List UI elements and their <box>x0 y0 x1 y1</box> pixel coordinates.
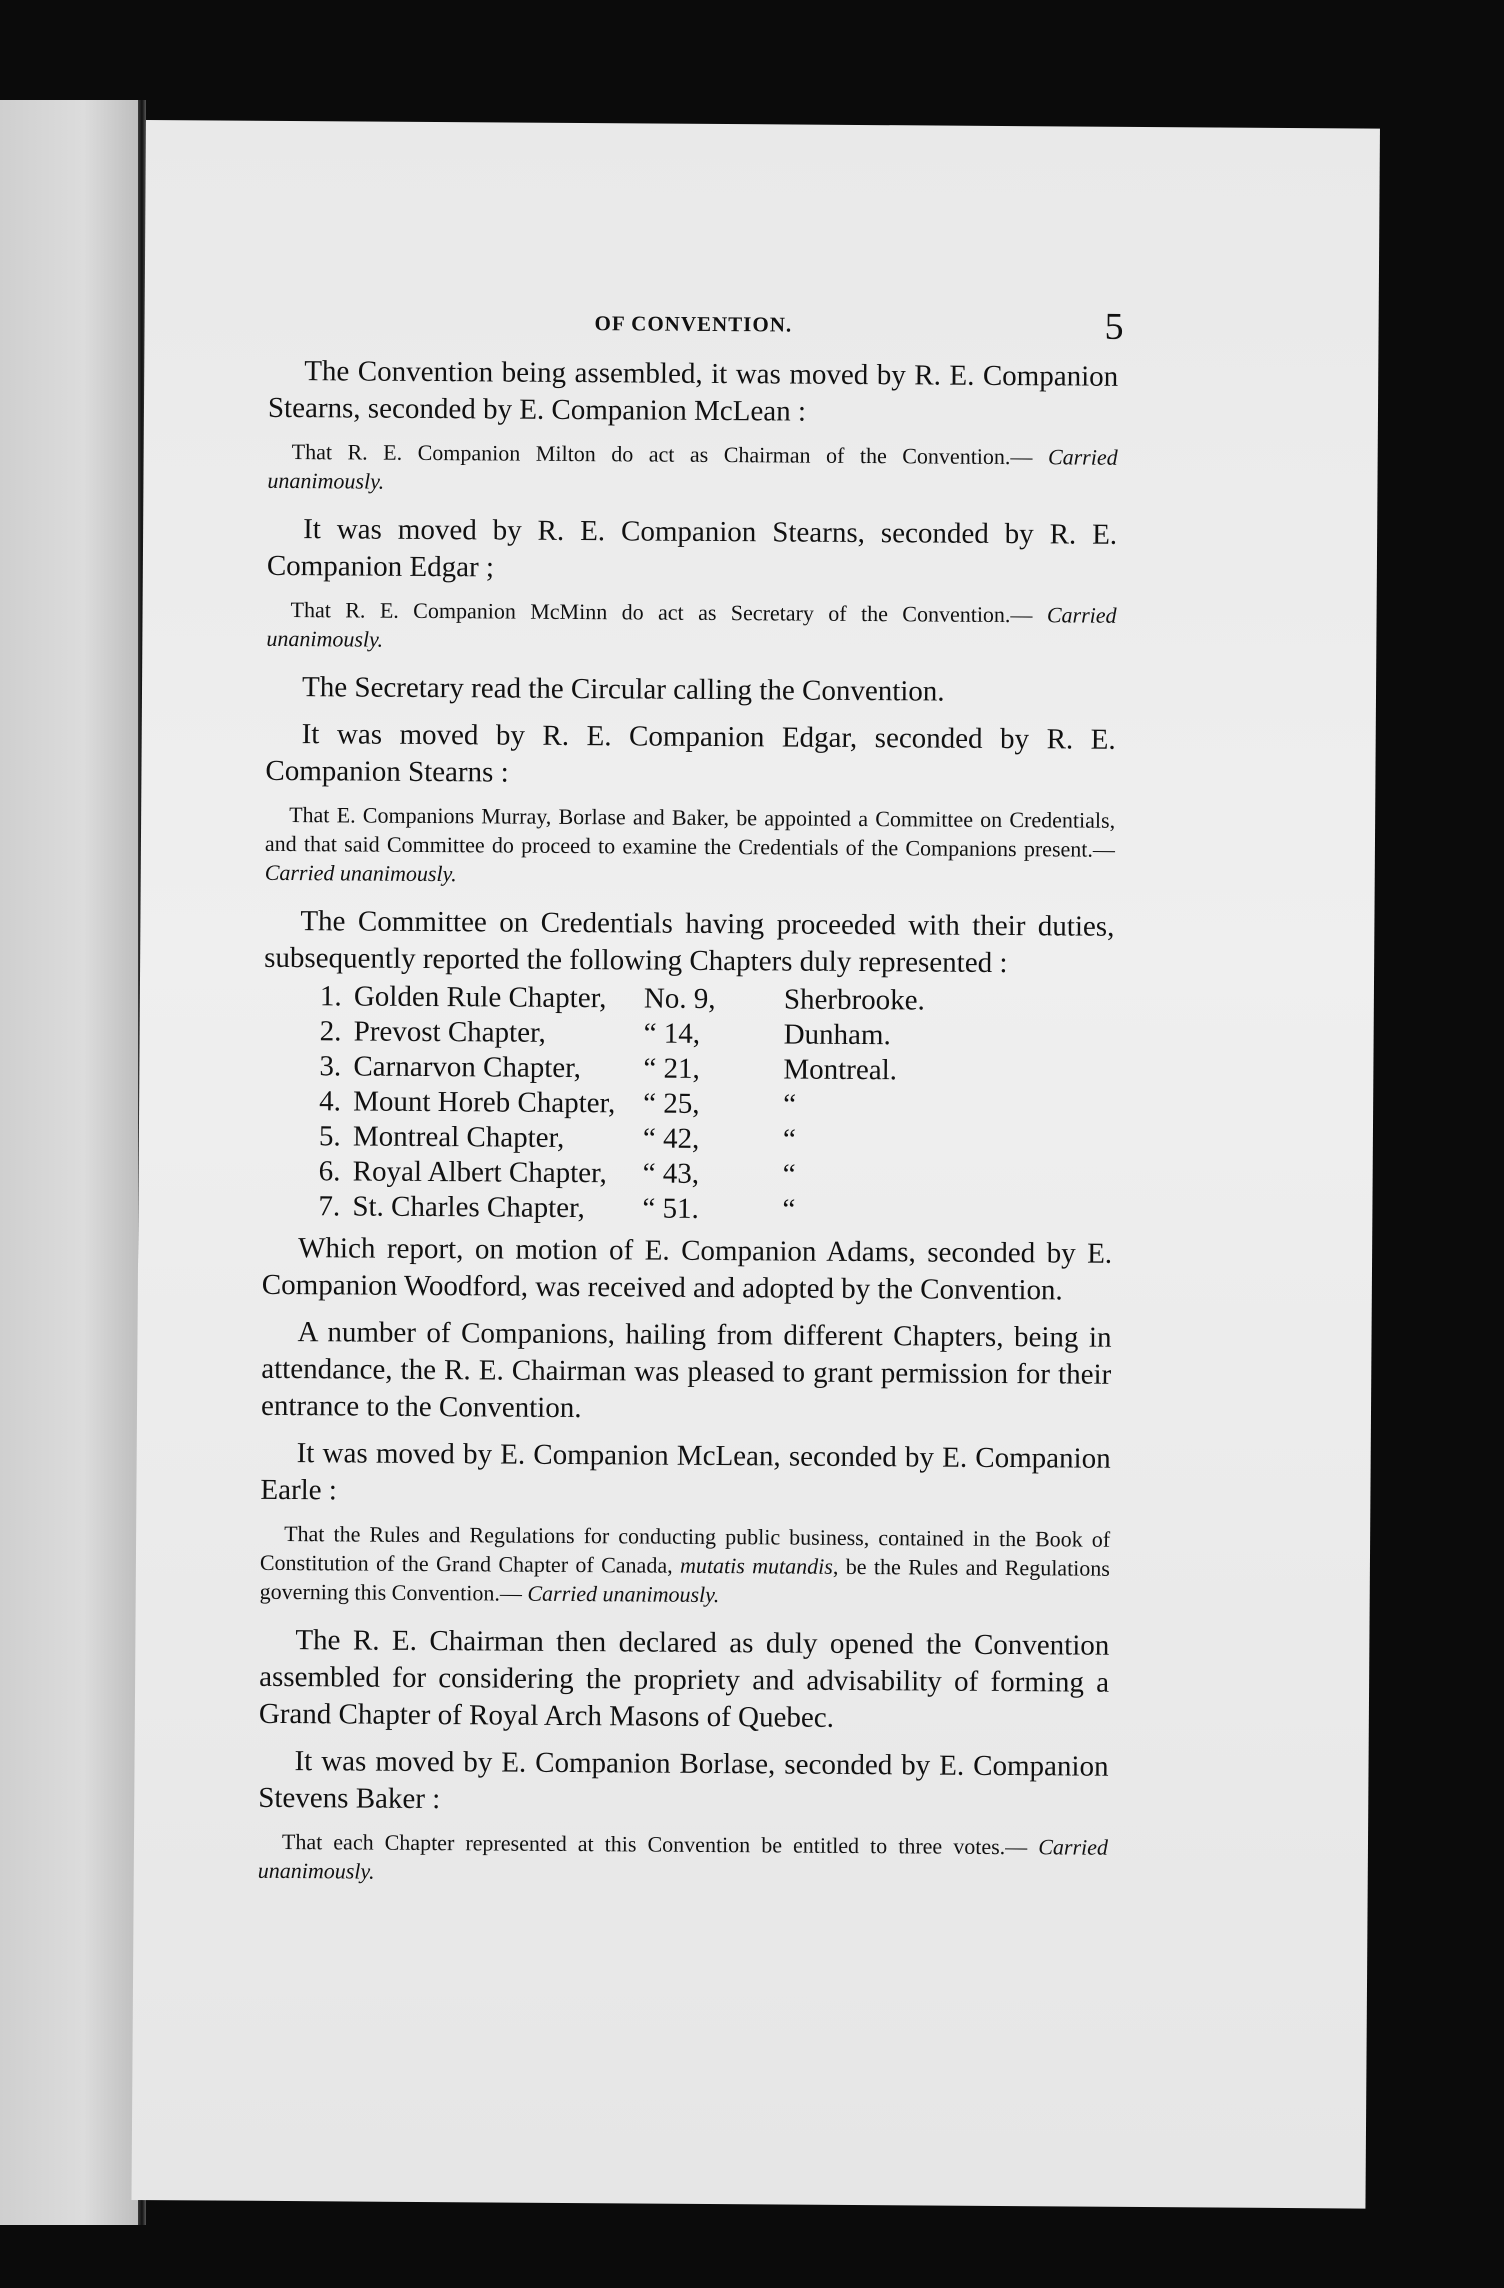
facing-page-edge <box>0 100 140 2225</box>
chapter-row: 5. Montreal Chapter, “ 42, “ <box>318 1120 796 1156</box>
paragraph: Which report, on motion of E. Companion Adams, seconded by E. Companion Woodford, was received and adopted by the Convention. <box>261 1232 1113 1307</box>
page-number: 5 <box>1104 305 1124 348</box>
chapter-row: 7. St. Charles Chapter, “ 51. “ <box>318 1190 796 1226</box>
motion-status: Carried unanimously. <box>266 602 1117 652</box>
chapter-row: 3. Carnarvon Chapter, “ 21, Montreal. <box>319 1050 898 1087</box>
document-page <box>131 120 1379 2209</box>
paragraph: It was moved by E. Companion Borlase, seconded by E. Companion Stevens Baker : <box>258 1745 1109 1816</box>
motion-text: That the Rules and Regulations for conducting public business, contained in the Book of Constitution of the Grand Chapter of Canada, mutatis mutandis, be the Rules and Regulations governing this Convention.— Carried unanimously. <box>259 1520 1111 1608</box>
motion-text: That each Chapter represented at this Convention be entitled to three votes.— Carried unanimously. <box>257 1828 1109 1884</box>
page-body <box>258 353 1119 1907</box>
paragraph: The Convention being assembled, it was moved by R. E. Companion Stearns, seconded by E. Companion McLean : <box>267 355 1119 428</box>
paragraph: The Committee on Credentials having proceeded with their duties, subsequently reported the following Chapters duly represented : <box>264 905 1115 980</box>
paragraph: The R. E. Chairman then declared as duly opened the Convention assembled for considering the propriety and advisability of forming a Grand Chapter of Royal Arch Masons of Quebec. <box>258 1624 1110 1734</box>
latin-phrase: mutatis mutandis <box>679 1552 833 1579</box>
chapter-row: 6. Royal Albert Chapter, “ 43, “ <box>318 1155 796 1191</box>
motion-status: Carried unanimously. <box>527 1580 720 1608</box>
motion-text: That R. E. Companion Milton do act as Chairman of the Convention.— Carried unanimously. <box>267 439 1118 494</box>
chapter-row: 2. Prevost Chapter, “ 14, Dunham. <box>319 1015 891 1052</box>
paragraph: It was moved by E. Companion McLean, seconded by E. Companion Earle : <box>260 1437 1111 1507</box>
chapter-row: 1. Golden Rule Chapter, No. 9, Sherbrooke. <box>319 980 925 1017</box>
motion-status: Carried unanimously. <box>257 1834 1109 1884</box>
running-head: OF CONVENTION. <box>594 311 793 337</box>
motion-text: That E. Companions Murray, Borlase and Baker, be appointed a Committee on Credentials, and that said Committee do proceed to examine the Credentials of the Companions present.— Carried unanimously. <box>264 802 1116 887</box>
motion-status: Carried unanimously. <box>264 859 457 887</box>
chapter-list <box>318 979 1114 1230</box>
motion-text: That R. E. Companion McMinn do act as Secretary of the Convention.— Carried unanimously. <box>266 597 1117 652</box>
paragraph: A number of Companions, hailing from different Chapters, being in attendance, the R. E. Chairman was pleased to grant permission for their entrance to the Convention. <box>260 1316 1112 1425</box>
chapter-row: 4. Mount Horeb Chapter, “ 25, “ <box>319 1085 797 1121</box>
motion-status: Carried unanimously. <box>267 444 1118 494</box>
paragraph: It was moved by R. E. Companion Edgar, seconded by R. E. Companion Stearns : <box>265 718 1116 789</box>
paragraph: The Secretary read the Circular calling the Convention. <box>301 671 945 708</box>
paragraph: It was moved by R. E. Companion Stearns, seconded by R. E. Companion Edgar ; <box>266 513 1118 584</box>
